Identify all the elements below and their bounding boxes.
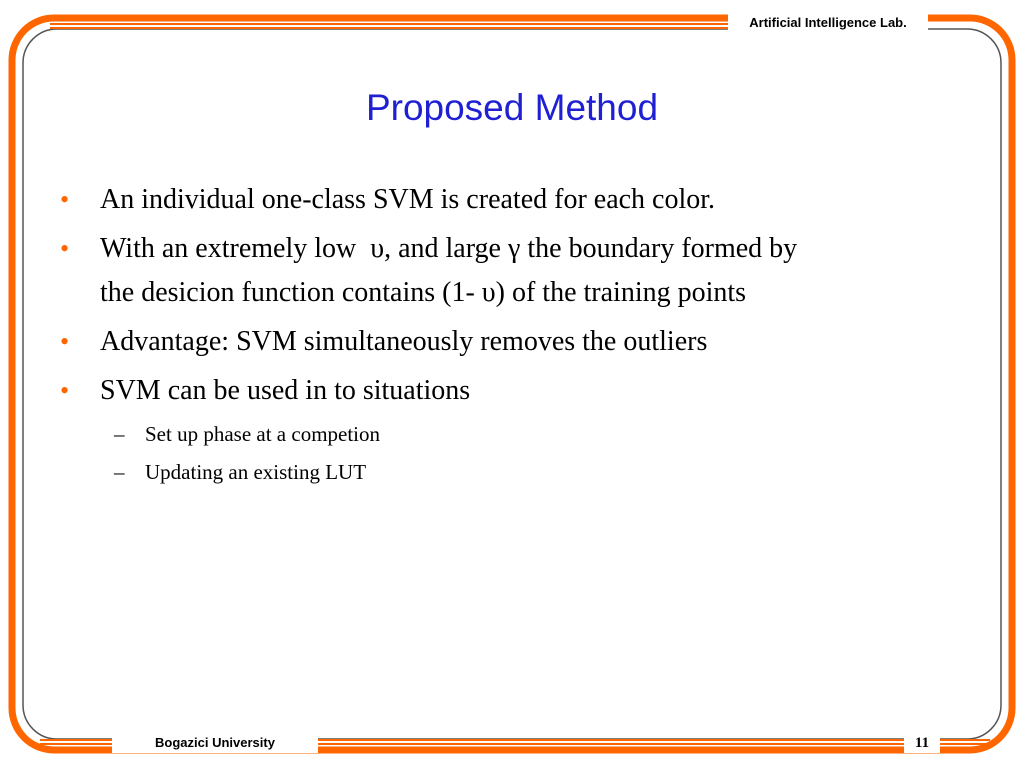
sub-bullet-text: Updating an existing LUT — [145, 460, 367, 484]
bullet-marker: • — [60, 376, 70, 405]
slide-content — [58, 178, 978, 494]
bullet-item — [58, 369, 978, 413]
page-number: 11 — [904, 733, 940, 753]
bullet-text: An individual one-class SVM is created for each color. — [100, 184, 716, 215]
slide-title: Proposed Method — [365, 87, 659, 128]
bullet-text: Advantage: SVM simultaneously removes the outliers — [100, 326, 708, 357]
bullet-text-line-1: With an extremely low υ, and large γ the boundary formed by — [100, 233, 798, 264]
bullet-marker: • — [60, 327, 70, 356]
footer-university-label: Bogazici University — [112, 733, 318, 753]
sub-bullet-marker: – — [114, 460, 125, 484]
bullet-text-line-2: the desicion function contains (1- υ) of the training points — [100, 277, 747, 308]
bullet-item — [58, 227, 978, 315]
bullet-marker: • — [60, 234, 70, 263]
header-lab-label: Artificial Intelligence Lab. — [728, 13, 928, 33]
bullet-marker: • — [60, 185, 70, 214]
bullet-item — [58, 178, 978, 222]
sub-bullet-item — [58, 456, 978, 488]
bullet-item — [58, 320, 978, 364]
sub-bullet-text: Set up phase at a competion — [145, 422, 381, 446]
sub-bullet-marker: – — [114, 422, 125, 446]
sub-bullet-item — [58, 418, 978, 450]
bullet-text: SVM can be used in to situations — [100, 375, 471, 406]
